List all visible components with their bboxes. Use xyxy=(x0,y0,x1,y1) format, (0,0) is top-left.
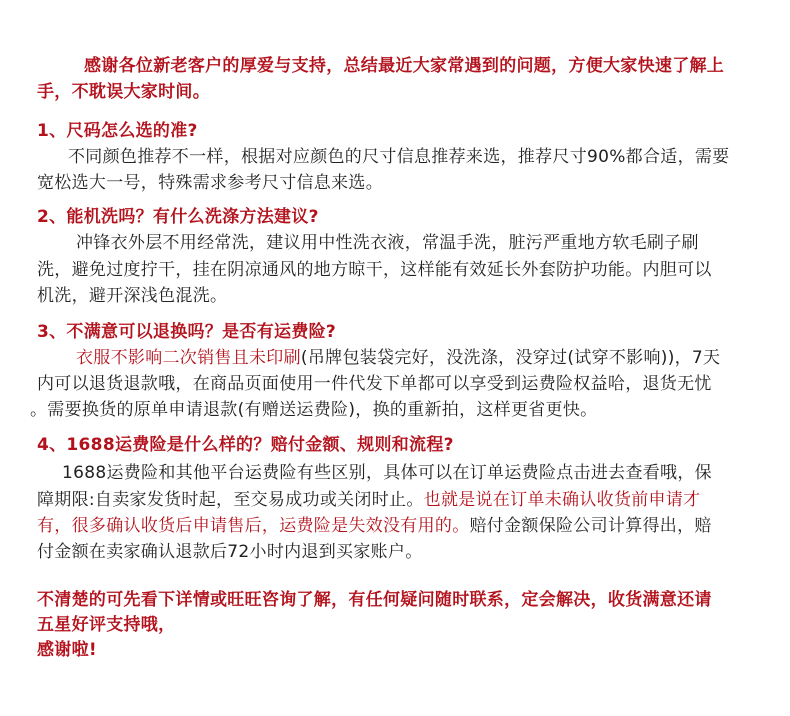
footer-thanks: 感谢啦! xyxy=(37,640,97,660)
faq-answer-3-line-1 xyxy=(76,347,720,369)
faq-answer-3-line-3: 。需要换货的原单申请退款(有赠送运费险)，换的重新拍，这样更省更快。 xyxy=(30,400,598,420)
faq-answer-3-line-1-rest: (吊牌包装袋完好，没洗涤，没穿过(试穿不影响))，7天 xyxy=(300,348,721,368)
intro-line-1: 感谢各位新老客户的厚爱与支持，总结最近大家常遇到的问题，方便大家快速了解上 xyxy=(84,56,725,76)
faq-answer-4-line-2 xyxy=(37,489,700,511)
faq-answer-4-highlight-b: 有，很多确认收货后申请售后，运费险是失效没有用的。 xyxy=(37,516,470,536)
faq-answer-4-line-2-text: 障期限:自卖家发货时起，至交易成功或关闭时止。 xyxy=(37,490,424,510)
footer-line-2: 五星好评支持哦， xyxy=(37,615,176,635)
faq-answer-4-highlight-a: 也就是说在订单未确认收货前申请才 xyxy=(423,490,701,510)
intro-line-2: 手，不耽误大家时间。 xyxy=(37,82,210,102)
faq-answer-2-line-3: 机洗，避开深浅色混洗。 xyxy=(37,286,228,306)
faq-answer-2-line-2: 洗，避免过度拧干，挂在阴凉通风的地方晾干，这样能有效延长外套防护功能。内胆可以 xyxy=(37,260,712,280)
faq-question-4: 4、1688运费险是什么样的？赔付金额、规则和流程? xyxy=(37,435,454,455)
faq-question-3: 3、不满意可以退换吗？是否有运费险? xyxy=(37,322,337,342)
faq-question-2: 2、能机洗吗？有什么洗涤方法建议? xyxy=(37,207,319,227)
faq-answer-1-line-2: 宽松选大一号，特殊需求参考尺寸信息来选。 xyxy=(37,173,383,193)
faq-answer-4-line-3 xyxy=(37,515,712,537)
footer-line-1: 不清楚的可先看下详情或旺旺咨询了解，有任何疑问随时联系，定会解决，收货满意还请 xyxy=(37,590,712,610)
faq-answer-4-line-1: 1688运费险和其他平台运费险有些区别，具体可以在订单运费险点击进去查看哦，保 xyxy=(62,463,712,483)
faq-answer-3-highlight: 衣服不影响二次销售且未印刷 xyxy=(76,348,301,368)
faq-answer-4-line-4: 付金额在卖家确认退款后72小时内退到买家账户。 xyxy=(37,542,423,562)
faq-answer-2-line-1: 冲锋衣外层不用经常洗，建议用中性洗衣液，常温手洗，脏污严重地方软毛刷子刷 xyxy=(76,233,699,253)
faq-answer-3-line-2: 内可以退货退款哦，在商品页面使用一件代发下单都可以享受到运费险权益哈，退货无忧 xyxy=(37,374,712,394)
faq-answer-4-line-3-text: 赔付金额保险公司计算得出，赔 xyxy=(469,516,712,536)
faq-question-1: 1、尺码怎么选的准? xyxy=(37,121,198,141)
faq-answer-1-line-1: 不同颜色推荐不一样，根据对应颜色的尺寸信息推荐来选，推荐尺寸90%都合适，需要 xyxy=(68,147,730,167)
